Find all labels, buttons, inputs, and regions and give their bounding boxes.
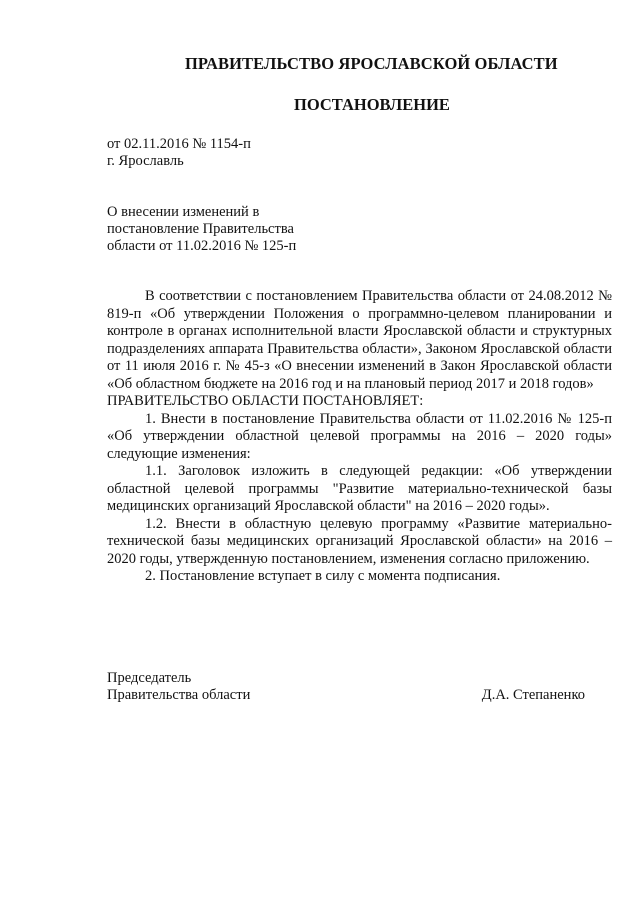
item-1-1-paragraph: 1.1. Заголовок изложить в следующей редакции: «Об утверждении областной целевой программы "Развитие материально-технической базы медицинских организаций Ярославской области" на 2016 – 2020 годы». (107, 463, 612, 514)
resolves-heading: ПРАВИТЕЛЬСТВО ОБЛАСТИ ПОСТАНОВЛЯЕТ: (107, 393, 424, 409)
signer-position-line-2: Правительства области (107, 687, 251, 703)
subject-line-1: О внесении изменений в (107, 204, 260, 220)
subject-line-2: постановление Правительства (107, 221, 294, 237)
government-title: ПРАВИТЕЛЬСТВО ЯРОСЛАВСКОЙ ОБЛАСТИ (185, 54, 558, 73)
document-meta (107, 136, 251, 170)
preamble-paragraph: В соответствии с постановлением Правительства области от 24.08.2012 № 819-п «Об утверждении Положения о программно-целевом планировании и контроле в органах исполнительной власти Ярославской области и структурных подразделениях аппарата Правительства области», Законом Ярославской области от 11 июля 2016 г. № 45-з «О внесении изменений в Закон Ярославской области «Об областном бюджете на 2016 год и на плановый период 2017 и 2018 годов» (107, 288, 612, 392)
item-1-paragraph: 1. Внести в постановление Правительства области от 11.02.2016 № 125-п «Об утверждении областной целевой программы на 2016 – 2020 годы» следующие изменения: (107, 410, 612, 462)
city: г. Ярославль (107, 153, 184, 169)
item-1-2-paragraph: 1.2. Внести в областную целевую программу «Развитие материально-технической базы медицинских организаций Ярославской области» на 2016 – 2020 годы, утвержденную постановлением, изменения согласно приложению. (107, 515, 612, 567)
signature-row (107, 687, 585, 704)
document-body (107, 288, 612, 586)
document-subject (107, 204, 296, 255)
date-and-number: от 02.11.2016 № 1154-п (107, 136, 251, 152)
signer-name: Д.А. Степаненко (481, 687, 585, 703)
subject-line-3: области от 11.02.2016 № 125-п (107, 238, 297, 254)
document-type-heading: ПОСТАНОВЛЕНИЕ (294, 95, 450, 114)
item-2-paragraph: 2. Постановление вступает в силу с момента подписания. (145, 568, 501, 584)
signature-block (107, 670, 585, 704)
signer-position-line-1: Председатель (107, 670, 192, 686)
